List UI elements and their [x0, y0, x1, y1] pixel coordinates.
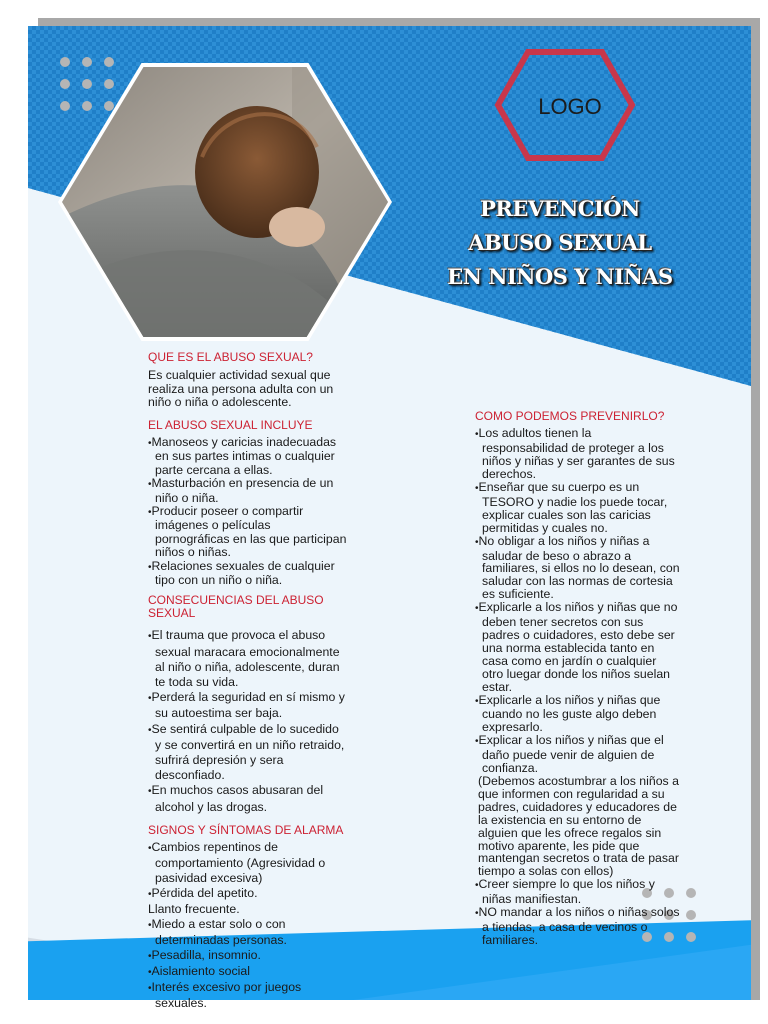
list-item: • No obligar a los niños y niñas a saludar de beso o abrazo a familiares, si ellos no lo desean, con saludar con las normas de cortesia es suficiente. — [475, 535, 680, 602]
heading-signs: SIGNOS Y SÍNTOMAS DE ALARMA — [148, 822, 344, 837]
list-item: • Producir poseer o compartir imágenes o películas pornográficas en las que participan niños o niñas. — [148, 505, 348, 560]
list-item: • Explicar a los niños y niñas que el daño puede venir de alguien de confianza. — [475, 734, 680, 775]
list-item: • Miedo a estar solo o con determinadas personas. — [148, 917, 348, 948]
list-item: • Los adultos tienen la responsabilidad de proteger a los niños y niñas y ser garantes de sus derechos. — [475, 427, 680, 481]
heading-prevention: COMO PODEMOS PREVENIRLO? — [475, 409, 665, 423]
list-item: • Pérdida del apetito. — [148, 886, 348, 902]
list-item: • Explicarle a los niños y niñas que cuando no les guste algo deben expresarlo. — [475, 694, 680, 735]
list-item: • Interés excesivo por juegos sexuales. — [148, 980, 348, 1011]
list-item: • Se sentirá culpable de lo sucedido y se convertirá en un niño retraido, sufrirá depresión y sera desconfiado. — [148, 722, 348, 784]
consequences-list — [148, 628, 348, 814]
left-column — [148, 351, 348, 1011]
title-line-2: ABUSO SEXUAL — [468, 230, 652, 255]
list-item: • Relaciones sexuales de cualquier tipo con un niño o niña. — [148, 560, 348, 588]
list-item: • Cambios repentinos de comportamiento (Agresividad o pasividad excesiva) — [148, 840, 348, 886]
flyer-title — [420, 192, 700, 294]
list-item: • Manoseos y caricias inadecuadas en sus partes intimas o cualquier parte cercana a ellas. — [148, 436, 348, 477]
title-line-1: PREVENCIÓN — [480, 196, 640, 221]
logo-label: LOGO — [538, 94, 602, 119]
heading-consequences: CONSECUENCIAS DEL ABUSO SEXUAL — [148, 592, 324, 620]
title-line-3: EN NIÑOS Y NIÑAS — [447, 264, 673, 289]
includes-list — [148, 436, 348, 587]
prevention-list — [475, 427, 680, 946]
heading-includes: EL ABUSO SEXUAL INCLUYE — [148, 417, 313, 432]
list-item: • Perderá la seguridad en sí mismo y su autoestima ser baja. — [148, 690, 348, 721]
list-item: • Enseñar que su cuerpo es un TESORO y nadie los puede tocar, explicar cuales son las caricias permitidas y cuales no. — [475, 481, 680, 535]
signs-list — [148, 840, 348, 1011]
list-item: • El trauma que provoca el abuso sexual maracara emocionalmente al niño o niña, adolescente, duran te toda su vida. — [148, 628, 348, 690]
list-item: • Pesadilla, insomnio. — [148, 948, 348, 964]
list-item: (Debemos acostumbrar a los niños a que informen con regularidad a su padres, cuidadores y educadores de la existencia en su entorno de alguien que les ofrece regalos sin motivo aparente, les pide que mantengan secretos o trata de pasar tiempo a solas con ellos) — [478, 773, 679, 879]
list-item: • Aislamiento social — [148, 964, 348, 980]
list-item: • En muchos casos abusaran del alcohol y las drogas. — [148, 783, 348, 814]
page-shadow-right — [751, 18, 760, 1000]
list-item: Llanto frecuente. — [148, 902, 240, 917]
list-item: • Creer siempre lo que los niños y niñas manifiestan. — [475, 878, 680, 906]
right-column — [475, 410, 680, 947]
what-is-text: Es cualquier actividad sexual que realiza una persona adulta con un niño o niña o adolescente. — [148, 368, 334, 410]
list-item: • NO mandar a los niños o niñas solos a tiendas, a casa de vecinos o familiares. — [475, 906, 680, 947]
heading-what-is: QUE ES EL ABUSO SEXUAL? — [148, 350, 313, 364]
dots-decoration-top — [60, 57, 114, 111]
list-item: • Explicarle a los niños y niñas que no deben tener secretos con sus padres o cuidadores, esto debe ser una norma establecida tanto en casa como en jardín o cualquier otro luegar donde los niños suelan estar. — [475, 601, 680, 693]
list-item: • Masturbación en presencia de un niño o niña. — [148, 477, 348, 505]
